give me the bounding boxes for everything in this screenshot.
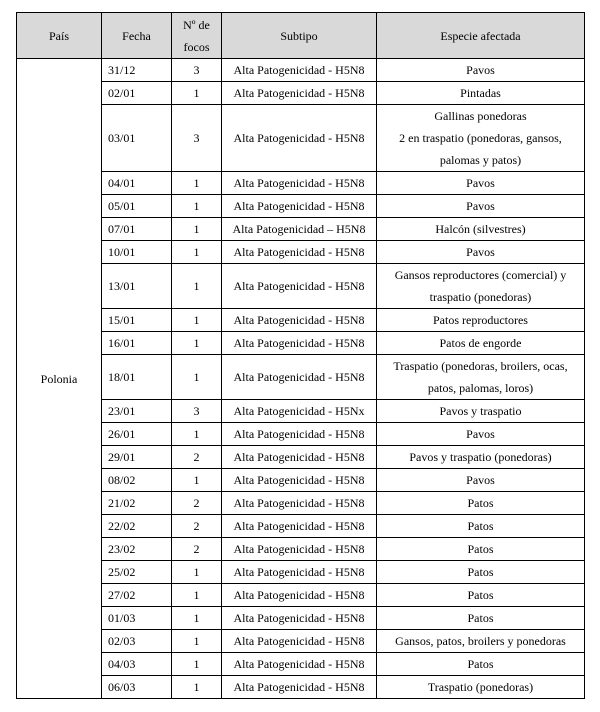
foci-cell: 1 [172, 469, 222, 492]
foci-cell: 2 [172, 446, 222, 469]
species-line: palomas y patos) [439, 153, 522, 167]
date-cell: 21/02 [102, 492, 172, 515]
subtype-cell: Alta Patogenicidad - H5N8 [222, 423, 377, 446]
table-row [17, 105, 585, 172]
species-cell [377, 492, 585, 515]
table-row [17, 400, 585, 423]
subtype-cell: Alta Patogenicidad - H5N8 [222, 264, 377, 309]
subtype-cell: Alta Patogenicidad - H5N8 [222, 538, 377, 561]
table-row [17, 59, 585, 82]
header-foci [172, 13, 222, 59]
species-cell [377, 400, 585, 423]
date-cell: 26/01 [102, 423, 172, 446]
foci-cell: 1 [172, 218, 222, 241]
table-row [17, 218, 585, 241]
species-line: Patos [467, 542, 494, 556]
foci-cell: 3 [172, 59, 222, 82]
species-line: Pavos y traspatio (ponedoras) [409, 450, 552, 464]
species-cell [377, 59, 585, 82]
species-line: Pavos [466, 473, 495, 487]
species-cell [377, 423, 585, 446]
subtype-cell: Alta Patogenicidad – H5N8 [222, 218, 377, 241]
species-line: Halcón (silvestres) [435, 222, 526, 236]
species-line: Patos [467, 496, 494, 510]
subtype-cell: Alta Patogenicidad - H5N8 [222, 607, 377, 630]
species-line: Patos de engorde [439, 336, 522, 350]
species-cell [377, 607, 585, 630]
table-header [17, 13, 585, 59]
table-row [17, 241, 585, 264]
subtype-cell: Alta Patogenicidad - H5N8 [222, 469, 377, 492]
foci-cell: 1 [172, 82, 222, 105]
date-cell: 02/03 [102, 630, 172, 653]
date-cell: 10/01 [102, 241, 172, 264]
table-row [17, 82, 585, 105]
species-line: Patos [467, 611, 494, 625]
foci-cell: 1 [172, 241, 222, 264]
subtype-cell: Alta Patogenicidad - H5N8 [222, 309, 377, 332]
foci-cell: 1 [172, 172, 222, 195]
table-row [17, 607, 585, 630]
date-cell: 07/01 [102, 218, 172, 241]
species-cell [377, 309, 585, 332]
table-row [17, 309, 585, 332]
table-row [17, 561, 585, 584]
subtype-cell: Alta Patogenicidad - H5N8 [222, 515, 377, 538]
date-cell: 31/12 [102, 59, 172, 82]
subtype-cell: Alta Patogenicidad - H5N8 [222, 59, 377, 82]
table-row [17, 653, 585, 676]
species-cell [377, 355, 585, 400]
species-line: Gansos, patos, broilers y ponedoras [395, 634, 566, 648]
species-line: Traspatio (ponedoras) [427, 680, 534, 694]
subtype-cell: Alta Patogenicidad - H5N8 [222, 446, 377, 469]
species-line: Gallinas ponedoras [434, 109, 527, 123]
subtype-cell: Alta Patogenicidad - H5N8 [222, 676, 377, 699]
date-cell: 05/01 [102, 195, 172, 218]
species-line: Patos [467, 588, 494, 602]
table-row [17, 195, 585, 218]
species-cell [377, 538, 585, 561]
table-row [17, 332, 585, 355]
date-cell: 02/01 [102, 82, 172, 105]
subtype-cell: Alta Patogenicidad - H5N8 [222, 241, 377, 264]
foci-cell: 1 [172, 607, 222, 630]
species-line: Pavos y traspatio [439, 404, 522, 418]
date-cell: 29/01 [102, 446, 172, 469]
subtype-cell: Alta Patogenicidad - H5N8 [222, 195, 377, 218]
date-cell: 27/02 [102, 584, 172, 607]
species-cell [377, 195, 585, 218]
date-cell: 18/01 [102, 355, 172, 400]
species-line: Pavos [466, 176, 495, 190]
species-line: traspatio (ponedoras) [429, 290, 532, 304]
date-cell: 23/02 [102, 538, 172, 561]
species-line: Gansos reproductores (comercial) y [394, 268, 567, 282]
date-cell: 08/02 [102, 469, 172, 492]
date-cell: 16/01 [102, 332, 172, 355]
subtype-cell: Alta Patogenicidad - H5N8 [222, 332, 377, 355]
species-line: Pavos [466, 245, 495, 259]
date-cell: 25/02 [102, 561, 172, 584]
species-line: Patos [467, 657, 494, 671]
table-row [17, 630, 585, 653]
header-species: Especie afectada [377, 13, 585, 59]
foci-cell: 3 [172, 105, 222, 172]
subtype-cell: Alta Patogenicidad - H5N8 [222, 105, 377, 172]
species-cell [377, 172, 585, 195]
species-cell [377, 515, 585, 538]
species-cell [377, 653, 585, 676]
foci-cell: 2 [172, 538, 222, 561]
species-line: Pavos [466, 63, 495, 77]
date-cell: 23/01 [102, 400, 172, 423]
table-row [17, 172, 585, 195]
species-line: Patos [467, 565, 494, 579]
header-foci-line1: Nº de [183, 17, 210, 32]
species-line: Patos reproductores [433, 313, 528, 327]
outbreak-table [16, 12, 585, 699]
date-cell: 04/03 [102, 653, 172, 676]
species-cell [377, 446, 585, 469]
foci-cell: 2 [172, 515, 222, 538]
table-row [17, 515, 585, 538]
species-cell [377, 218, 585, 241]
table-row [17, 423, 585, 446]
header-subtype: Subtipo [222, 13, 377, 59]
foci-cell: 2 [172, 492, 222, 515]
table-row [17, 355, 585, 400]
foci-cell: 1 [172, 676, 222, 699]
species-cell [377, 105, 585, 172]
table-row [17, 538, 585, 561]
date-cell: 06/03 [102, 676, 172, 699]
table-row [17, 676, 585, 699]
date-cell: 22/02 [102, 515, 172, 538]
date-cell: 04/01 [102, 172, 172, 195]
table-row [17, 446, 585, 469]
subtype-cell: Alta Patogenicidad - H5Nx [222, 400, 377, 423]
subtype-cell: Alta Patogenicidad - H5N8 [222, 355, 377, 400]
subtype-cell: Alta Patogenicidad - H5N8 [222, 584, 377, 607]
species-cell [377, 264, 585, 309]
table-row [17, 584, 585, 607]
foci-cell: 1 [172, 561, 222, 584]
subtype-cell: Alta Patogenicidad - H5N8 [222, 630, 377, 653]
date-cell: 01/03 [102, 607, 172, 630]
foci-cell: 1 [172, 584, 222, 607]
foci-cell: 1 [172, 332, 222, 355]
foci-cell: 1 [172, 309, 222, 332]
foci-cell: 1 [172, 630, 222, 653]
country-cell: Polonia [17, 59, 102, 699]
header-date: Fecha [102, 13, 172, 59]
table-row [17, 492, 585, 515]
species-line: Pintadas [460, 86, 501, 100]
subtype-cell: Alta Patogenicidad - H5N8 [222, 82, 377, 105]
foci-cell: 1 [172, 264, 222, 309]
date-cell: 03/01 [102, 105, 172, 172]
species-line: Traspatio (ponedoras, broilers, ocas, [393, 359, 568, 373]
foci-cell: 1 [172, 195, 222, 218]
species-cell [377, 676, 585, 699]
species-cell [377, 630, 585, 653]
species-cell [377, 469, 585, 492]
foci-cell: 3 [172, 400, 222, 423]
species-cell [377, 82, 585, 105]
foci-cell: 1 [172, 653, 222, 676]
species-cell [377, 584, 585, 607]
table-row [17, 264, 585, 309]
foci-cell: 1 [172, 355, 222, 400]
subtype-cell: Alta Patogenicidad - H5N8 [222, 492, 377, 515]
species-line: Patos [467, 519, 494, 533]
table-row [17, 469, 585, 492]
species-line: Pavos [466, 199, 495, 213]
foci-cell: 1 [172, 423, 222, 446]
date-cell: 13/01 [102, 264, 172, 309]
header-foci-line2: focos [183, 39, 210, 54]
date-cell: 15/01 [102, 309, 172, 332]
subtype-cell: Alta Patogenicidad - H5N8 [222, 653, 377, 676]
species-cell [377, 561, 585, 584]
subtype-cell: Alta Patogenicidad - H5N8 [222, 172, 377, 195]
subtype-cell: Alta Patogenicidad - H5N8 [222, 561, 377, 584]
species-line: 2 en traspatio (ponedoras, gansos, [399, 131, 562, 145]
species-cell [377, 332, 585, 355]
species-line: Pavos [466, 427, 495, 441]
header-country: País [17, 13, 102, 59]
species-cell [377, 241, 585, 264]
species-line: patos, palomas, loros) [427, 381, 534, 395]
table-body [17, 59, 585, 699]
